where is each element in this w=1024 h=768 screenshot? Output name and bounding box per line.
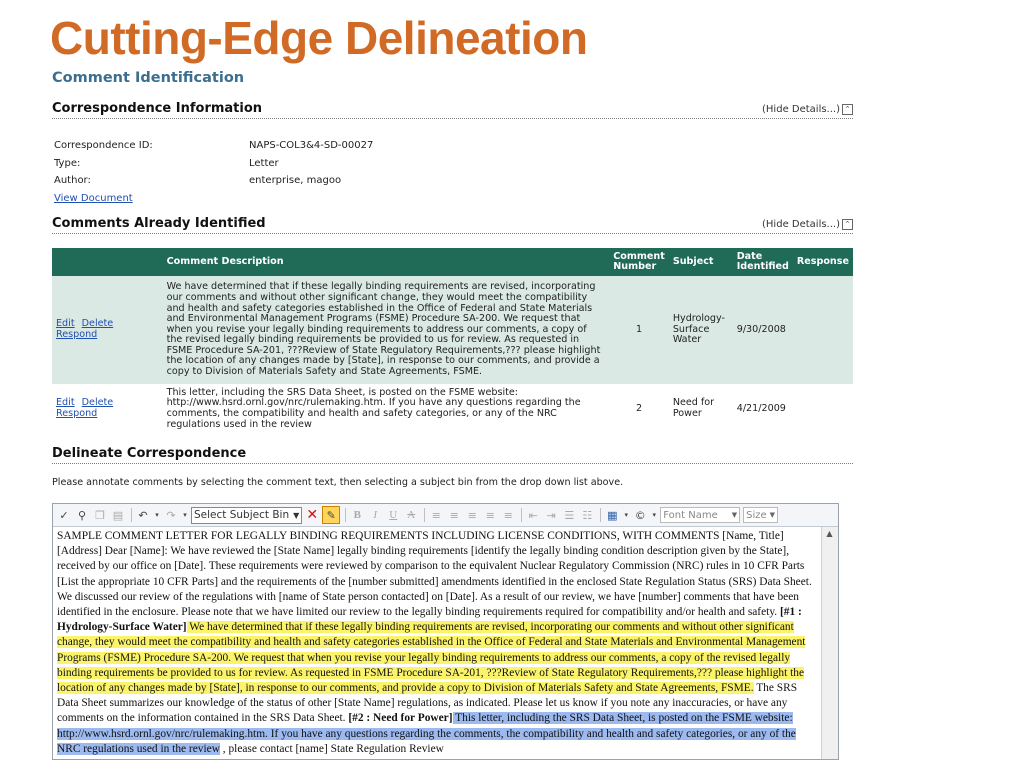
letter-text: The SRS Data Sheet summarizes our knowledge of the status of other [State Name] regulations, as indicated. Please let us know if you note any inaccuracies, or have any comments on the information contained in the SRS Data Sheet. [57, 682, 798, 725]
special-char-dropdown-icon[interactable]: ▾ [652, 511, 657, 519]
table-row [52, 276, 853, 384]
editor-toolbar [53, 504, 838, 527]
column-header-date: Date Identified [733, 248, 793, 276]
bold-icon[interactable]: B [353, 509, 361, 521]
hide-details-toggle[interactable]: (Hide Details...) ⌃ [762, 104, 853, 115]
field-value: enterprise, magoo [249, 175, 342, 186]
collapse-chevron-icon[interactable]: ⌃ [842, 219, 853, 230]
full-justify-icon[interactable]: ≡ [503, 508, 513, 522]
align-right-icon[interactable]: ≡ [467, 508, 477, 522]
field-value: NAPS-COL3&4-SD-00027 [249, 140, 374, 151]
justify-icon[interactable]: ≡ [485, 508, 495, 522]
find-icon[interactable]: ⚲ [77, 508, 87, 522]
comment-description: We have determined that if these legally binding requirements are revised, incorporating our comments and without other significant change, they would meet the compatibility and health and safety categories established in the Office of Federal and State Materials and Environmental Management Programs (FSME) Procedure SA-200. We request that when you revise your legally binding requirements to address our comments, a copy of the revised legally binding requirements be provided to us for review. As requested in FSME Procedure SA-201, ???Review of State Regulatory Requirements,??? please highlight the location of any changes made by [State], in response to our comments, and provide a copy to Division of Materials Safety and State Agreements, FSME. [163, 276, 610, 384]
column-header-subject: Subject [669, 248, 733, 276]
rich-text-editor[interactable] [52, 503, 839, 760]
italic-icon[interactable]: I [373, 509, 378, 521]
font-size-select[interactable]: Size ▼ [743, 507, 778, 523]
redo-dropdown-icon[interactable]: ▾ [183, 511, 187, 519]
column-header-description: Comment Description [163, 248, 610, 276]
column-header-number: Comment Number [609, 248, 669, 276]
comment-response [793, 384, 853, 434]
view-document-link[interactable]: View Document [54, 192, 133, 204]
field-label: Type: [54, 157, 81, 169]
special-char-icon[interactable]: © [634, 508, 646, 522]
comment-date: 4/21/2009 [733, 384, 793, 434]
column-header-response: Response [793, 248, 853, 276]
copy-icon[interactable]: ❐ [95, 508, 105, 522]
column-header-actions [52, 248, 163, 276]
collapse-chevron-icon[interactable]: ⌃ [842, 104, 853, 115]
comments-section-header [52, 215, 853, 234]
correspondence-details [54, 137, 373, 207]
slide-title: Cutting-Edge Delineation [50, 12, 588, 64]
hide-details-toggle[interactable]: (Hide Details...) ⌃ [762, 219, 853, 230]
edit-link[interactable]: Edit [56, 318, 75, 330]
comment-number: 1 [609, 276, 669, 384]
field-label: Author: [54, 175, 91, 186]
delete-link[interactable]: Delete [81, 397, 114, 409]
edit-link[interactable]: Edit [56, 397, 75, 409]
paste-icon[interactable]: ▤ [112, 508, 124, 522]
editor-content[interactable] [57, 529, 815, 757]
field-row [54, 155, 373, 173]
comments-table [52, 248, 853, 434]
row-actions [52, 276, 163, 384]
underline-icon[interactable]: U [389, 509, 398, 521]
comment-response [793, 276, 853, 384]
field-row [54, 137, 373, 155]
bullet-list-icon[interactable]: ☷ [582, 508, 593, 522]
strikethrough-icon[interactable]: A [407, 509, 416, 521]
letter-text: SAMPLE COMMENT LETTER FOR LEGALLY BINDING REQUIREMENTS INCLUDING LICENSE CONDITIONS, WITH COMMENTS [Name, Title] [Address] Dear [Name]: We have reviewed the [State Name] legally binding requirements [identify the legally binding condition description given by the State], received by our office on [Date]. These requirements were reviewed by comparison to the equivalent Nuclear Regulatory Commission (NRC) rules in 10 CFR Parts [List the appropriate 10 CFR Parts] and the requirements of the [number submitted] amendments identified in the enclosed State Regulation Status (SRS) Data Sheet. We discussed our review of the regulations with [name of State person contacted] on [Date]. As a result of our review, we have [number] comments that have been identified in the enclosure. Please note that we have limited our review to the legally binding requirements required for compatibility and/or health and safety. [57, 530, 812, 619]
spellcheck-icon[interactable]: ✓ [59, 508, 69, 522]
delete-link[interactable]: Delete [81, 318, 114, 330]
comment-number: 2 [609, 384, 669, 434]
align-left-icon[interactable]: ≡ [431, 508, 441, 522]
respond-link[interactable]: Respond [56, 408, 98, 419]
comment-date: 9/30/2008 [733, 276, 793, 384]
section-title-delineate: Delineate Correspondence [52, 446, 247, 461]
delineate-section-header [52, 445, 853, 464]
editor-scrollbar[interactable] [821, 527, 838, 759]
remove-tag-icon[interactable]: ✕ [306, 507, 319, 523]
table-row [52, 384, 853, 434]
highlighted-comment-1[interactable]: We have determined that if these legally binding requirements are revised, incorporating our comments and without other significant change, they would meet the compatibility and health and safety categories established in the Office of Federal and State Materials and Environmental Management Programs (FSME) Procedure SA-200. We request that when you revise your legally binding requirements to address our comments, a copy of the revised legally binding requirements be provided to us for review. As requested in FSME Procedure SA-201, ???Review of State Regulatory Requirements,??? please highlight the location of any changes made by [State], in response to our comments, and provide a copy to Division of Materials Safety and State Agreements, FSME. [57, 621, 806, 695]
field-label: Correspondence ID: [54, 140, 153, 151]
undo-icon[interactable]: ↶ [138, 508, 148, 522]
comment-description: This letter, including the SRS Data Sheet, is posted on the FSME website: http://www.hsrd.ornl.gov/nrc/rulemaking.htm. If you have any questions regarding the comments, the compatibility and health and safety categories, or any of the NRC regulations used in the review [163, 384, 610, 434]
field-value: Letter [249, 157, 279, 169]
field-row [54, 172, 373, 190]
subject-tag-2: [#2 : Need for Power] [348, 712, 453, 725]
section-title-comments: Comments Already Identified [52, 216, 266, 231]
undo-dropdown-icon[interactable]: ▾ [155, 511, 159, 519]
letter-text: , please contact [name] State Regulation Review [219, 742, 444, 755]
highlight-tag-icon[interactable]: ✎ [322, 506, 340, 524]
scroll-up-arrow-icon[interactable]: ▲ [826, 529, 833, 538]
respond-link[interactable]: Respond [56, 329, 98, 340]
numbered-list-icon[interactable]: ☰ [564, 508, 575, 522]
highlighted-comment-2[interactable]: This letter, including the SRS Data Sheet, is posted on the FSME website: http://www.hsrd.ornl.gov/nrc/rulemaking.htm. If you have any questions regarding the comments, the compatibility and health and safety categories, or any of the NRC regulations used in the review [57, 712, 796, 755]
dropdown-arrow-icon: ▼ [293, 510, 300, 520]
redo-icon[interactable]: ↷ [166, 508, 176, 522]
comment-subject: Hydrology-Surface Water [669, 276, 733, 384]
instruction-text: Please annotate comments by selecting the comment text, then selecting a subject bin from the drop down list above. [52, 477, 624, 488]
correspondence-section-header [52, 100, 853, 119]
subject-tag-1: [#1 : Hydrology-Surface Water] [57, 606, 802, 634]
subject-bin-select[interactable]: Select Subject Bin ▼ [191, 507, 302, 524]
outdent-icon[interactable]: ⇤ [528, 508, 538, 522]
comment-subject: Need for Power [669, 384, 733, 434]
table-icon[interactable]: ▦ [607, 508, 618, 522]
row-actions [52, 384, 163, 434]
page-subtitle: Comment Identification [52, 70, 245, 86]
section-title-correspondence: Correspondence Information [52, 101, 263, 116]
font-name-select[interactable]: Font Name ▼ [660, 507, 740, 523]
align-center-icon[interactable]: ≡ [449, 508, 459, 522]
table-dropdown-icon[interactable]: ▾ [624, 511, 629, 519]
indent-icon[interactable]: ⇥ [546, 508, 556, 522]
